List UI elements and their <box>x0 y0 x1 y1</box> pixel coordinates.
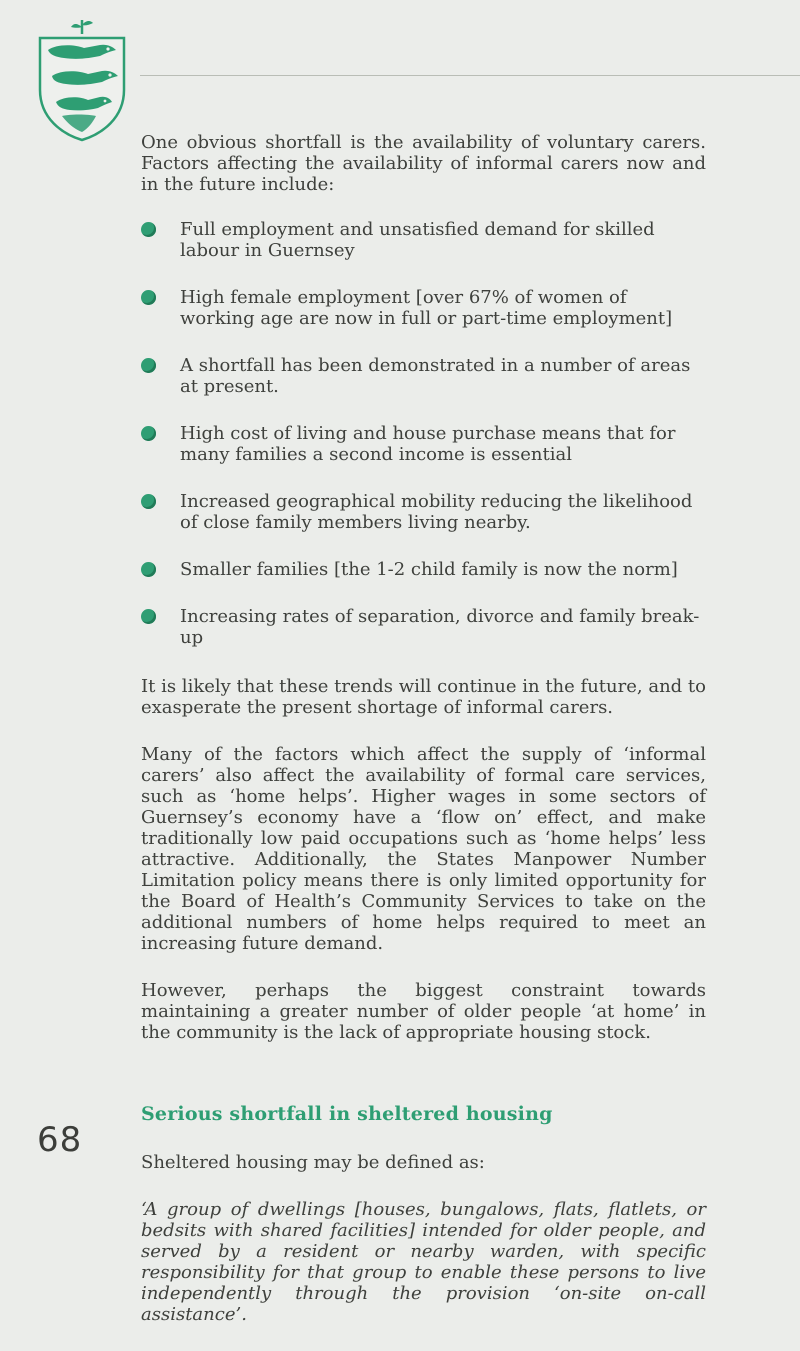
definition-quote: ‘A group of dwellings [houses, bungalows, flats, flatlets, or bedsits with shared facilities] intended for older people, and served by a resident or nearby warden, with specific responsibility for that group to enable these persons to live independently through the provision ‘on-site on-call assistance’. <box>141 1199 706 1325</box>
list-item <box>141 287 706 329</box>
list-item-text: High female employment [over 67% of women of working age are now in full or part-time employment] <box>180 287 673 329</box>
list-item <box>141 606 706 648</box>
list-item <box>141 491 706 533</box>
list-item <box>141 423 706 465</box>
list-item-text: Full employment and unsatisfied demand for skilled labour in Guernsey <box>180 219 655 261</box>
intro-paragraph: One obvious shortfall is the availability of voluntary carers. Factors affecting the availability of informal carers now and in the future include: <box>141 132 706 195</box>
housing-constraint-paragraph: However, perhaps the biggest constraint towards maintaining a greater number of older people ‘at home’ in the community is the lack of appropriate housing stock. <box>141 980 706 1043</box>
list-item-text: Increased geographical mobility reducing the likelihood of close family members living nearby. <box>180 491 693 533</box>
factors-list <box>141 219 706 648</box>
section-heading: Serious shortfall in sheltered housing <box>141 1103 553 1125</box>
list-item <box>141 219 706 261</box>
bullet-dot-icon <box>141 222 156 237</box>
trends-paragraph: It is likely that these trends will continue in the future, and to exasperate the present shortage of informal carers. <box>141 676 706 718</box>
bullet-dot-icon <box>141 609 156 624</box>
bullet-dot-icon <box>141 562 156 577</box>
list-item <box>141 559 706 580</box>
list-item-text: Smaller families [the 1-2 child family is now the norm] <box>180 559 678 580</box>
list-item-text: Increasing rates of separation, divorce and family break-up <box>180 606 700 648</box>
definition-intro: Sheltered housing may be defined as: <box>141 1152 485 1173</box>
list-item <box>141 355 706 397</box>
page-number: 68 <box>37 1120 83 1160</box>
guernsey-crest-icon <box>34 18 130 142</box>
header-rule <box>140 75 800 76</box>
bullet-dot-icon <box>141 358 156 373</box>
list-item-text: A shortfall has been demonstrated in a number of areas at present. <box>180 355 691 397</box>
list-item-text: High cost of living and house purchase means that for many families a second income is essential <box>180 423 676 465</box>
bullet-dot-icon <box>141 426 156 441</box>
page-body <box>141 132 706 1351</box>
formal-care-paragraph: Many of the factors which affect the supply of ‘informal carers’ also affect the availability of formal care services, such as ‘home helps’. Higher wages in some sectors of Guernsey’s economy have a ‘flow on’ effect, and make traditionally low paid occupations such as ‘home helps’ less attractive. Additionally, the States Manpower Number Limitation policy means there is only limited opportunity for the Board of Health’s Community Services to take on the additional numbers of home helps required to meet an increasing future demand. <box>141 744 706 954</box>
bullet-dot-icon <box>141 290 156 305</box>
bullet-dot-icon <box>141 494 156 509</box>
